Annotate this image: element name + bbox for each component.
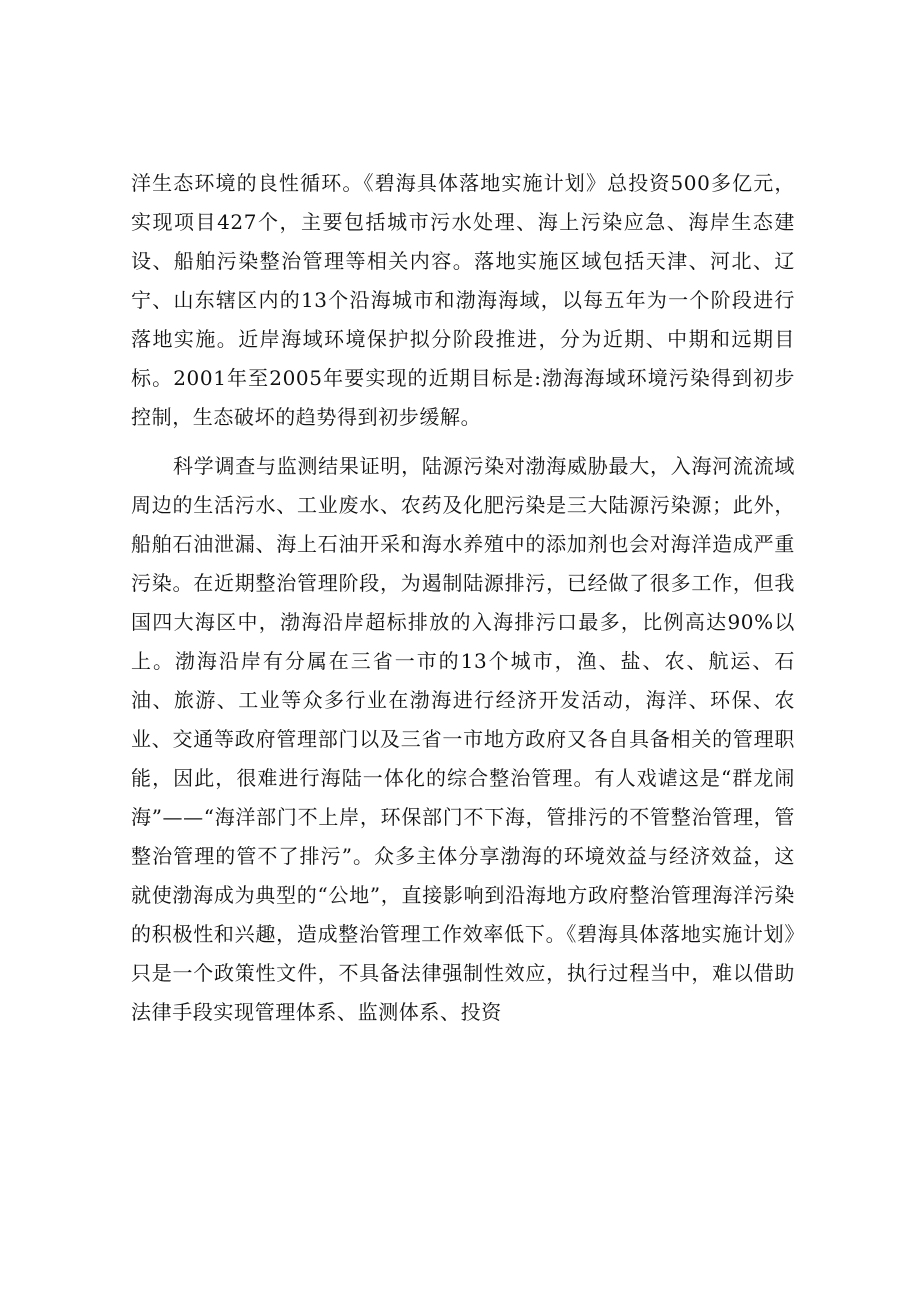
document-body xyxy=(131,164,795,1032)
paragraph-pollution-sources: 科学调查与监测结果证明，陆源污染对渤海威胁最大，入海河流流域周边的生活污水、工业废水、农药及化肥污染是三大陆源污染源；此外，船舶石油泄漏、海上石油开采和海水养殖中的添加剂也会对海洋造成严重污染。在近期整治管理阶段，为遏制陆源排污，已经做了很多工作，但我国四大海区中，渤海沿岸超标排放的入海排污口最多，比例高达90%以上。渤海沿岸有分属在三省一市的13个城市，渔、盐、农、航运、石油、旅游、工业等众多行业在渤海进行经济开发活动，海洋、环保、农业、交通等政府管理部门以及三省一市地方政府又各自具备相关的管理职能，因此，很难进行海陆一体化的综合整治管理。有人戏谑这是“群龙闹海”——“海洋部门不上岸，环保部门不下海，管排污的不管整治管理，管整治管理的管不了排污”。众多主体分享渤海的环境效益与经济效益，这就使渤海成为典型的“公地”，直接影响到沿海地方政府整治管理海洋污染的积极性和兴趣，造成整治管理工作效率低下。《碧海具体落地实施计划》只是一个政策性文件，不具备法律强制性效应，执行过程当中，难以借助法律手段实现管理体系、监测体系、投资 xyxy=(131,454,795,1024)
paragraph-continuation: 洋生态环境的良性循环。《碧海具体落地实施计划》总投资500多亿元，实现项目427个，主要包括城市污水处理、海上污染应急、海岸生态建设、船舶污染整治管理等相关内容。落地实施区域包括天津、河北、辽宁、山东辖区内的13个沿海城市和渤海海域，以每五年为一个阶段进行落地实施。近岸海域环境保护拟分阶段推进，分为近期、中期和远期目标。2001年至2005年要实现的近期目标是:渤海海域环境污染得到初步控制，生态破坏的趋势得到初步缓解。 xyxy=(131,171,795,429)
